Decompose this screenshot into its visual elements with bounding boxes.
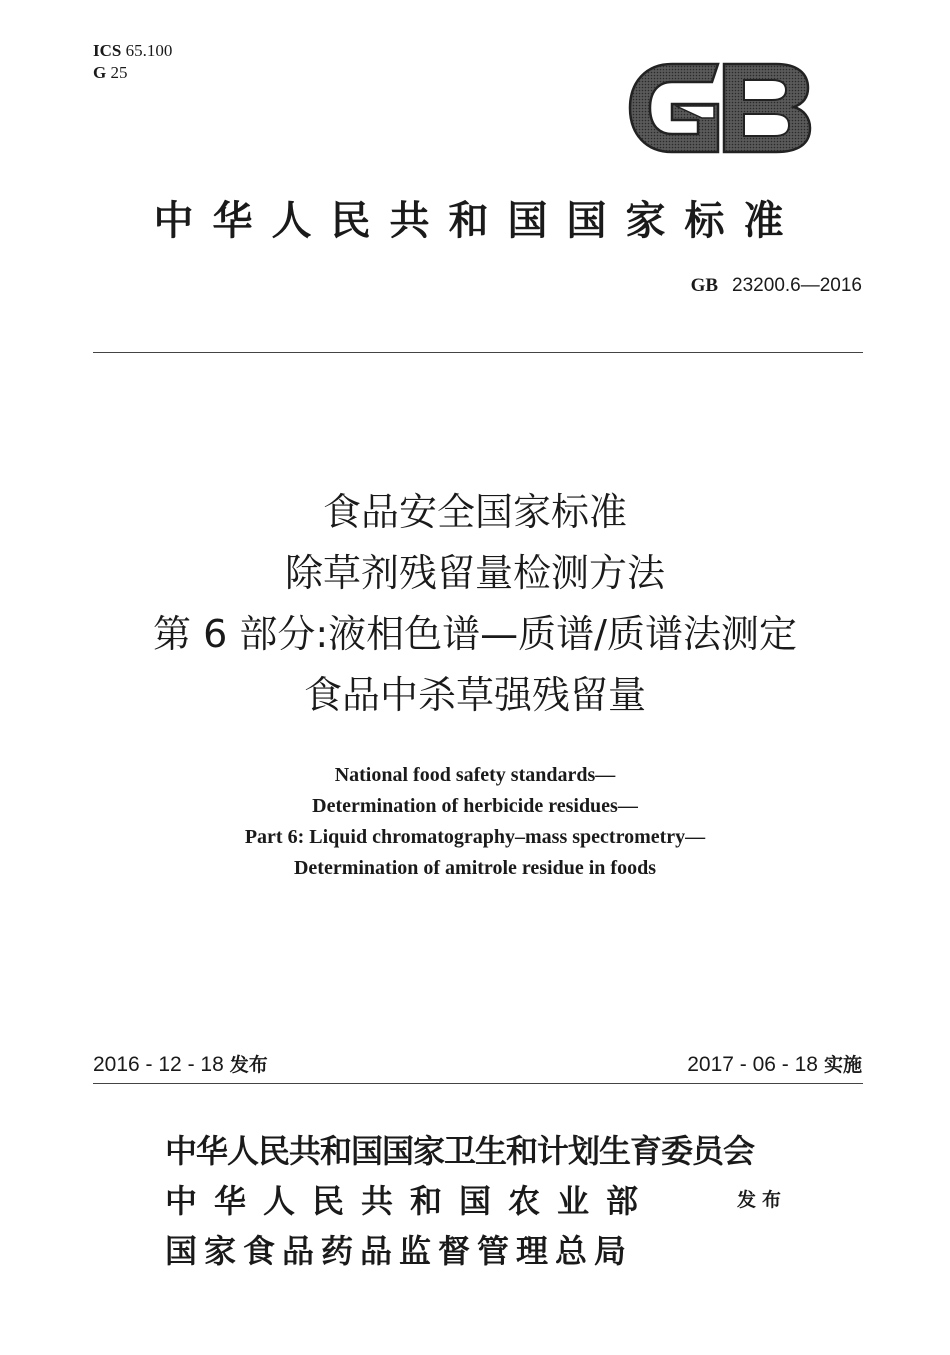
chinese-title-line: 食品安全国家标准: [322, 490, 627, 534]
ccs-code: G 25: [93, 63, 128, 82]
publish-label: 发布: [737, 1189, 788, 1211]
english-title-line: Determination of amitrole residue in foods: [293, 857, 656, 879]
bottom-divider: [93, 1083, 863, 1084]
ics-code: ICS 65.100: [93, 41, 173, 60]
chinese-title-line: 食品中杀草强残留量: [303, 673, 646, 717]
logo-text: GB: [719, 122, 721, 123]
gb-logo: [626, 62, 812, 154]
issuer-name: 中华人民共和国农业部: [165, 1182, 656, 1220]
national-standard-title: 中华人民共和国国家标准: [153, 197, 803, 244]
issuer-name: 国家食品药品监督管理总局: [165, 1232, 634, 1270]
standard-number: 23200.6—2016: [732, 275, 862, 296]
effective-date: 2017 - 06 - 18 实施: [687, 1053, 862, 1076]
english-title-line: Part 6: Liquid chromatography–mass spectrometry—: [244, 826, 706, 848]
standard-code: [691, 275, 862, 297]
chinese-title-line: 第 6 部分:液相色谱—质谱/质谱法测定: [153, 612, 797, 656]
issuer-name: 中华人民共和国国家卫生和计划生育委员会: [165, 1132, 755, 1170]
issuing-authorities: [165, 1126, 754, 1276]
issue-label: 发布: [229, 1054, 268, 1076]
effective-label: 实施: [823, 1054, 862, 1076]
issue-date: 2016 - 12 - 18 发布: [93, 1053, 268, 1076]
english-title-line: National food safety standards—: [334, 764, 616, 786]
english-title-line: Determination of herbicide residues—: [312, 795, 638, 817]
chinese-title: [60, 482, 890, 726]
classification-codes: [93, 40, 172, 84]
standard-prefix: GB: [690, 275, 719, 296]
top-divider: [93, 352, 863, 353]
chinese-title-line: 除草剂残留量检测方法: [284, 551, 665, 595]
english-title: [60, 760, 890, 884]
